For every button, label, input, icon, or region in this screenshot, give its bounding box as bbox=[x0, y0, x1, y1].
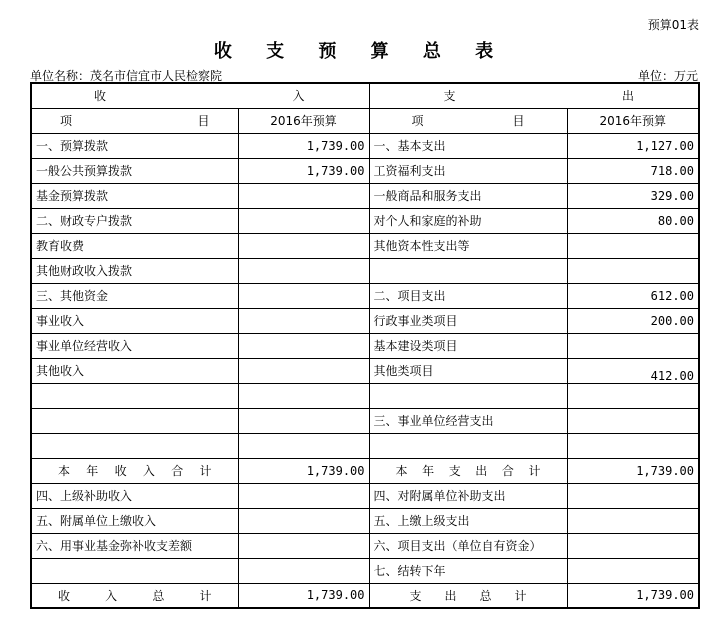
income-amount bbox=[238, 533, 369, 558]
income-amount bbox=[238, 558, 369, 583]
grand-income-total-label-char: 入 bbox=[105, 588, 118, 603]
expense-header-right: 出 bbox=[621, 89, 634, 104]
expense-item-label bbox=[369, 383, 567, 408]
form-number: 预算01表 bbox=[647, 18, 699, 32]
expense-item-label: 行政事业类项目 bbox=[369, 308, 567, 333]
expense-amount bbox=[567, 483, 699, 508]
year-expense-total-label-char: 出 bbox=[475, 464, 488, 478]
table-row bbox=[31, 558, 699, 583]
income-amount bbox=[238, 433, 369, 458]
income-amount: 1,739.00 bbox=[238, 158, 369, 183]
expense-item-label: 基本建设类项目 bbox=[369, 333, 567, 358]
year-expense-total-label-char: 计 bbox=[528, 464, 541, 478]
page-title: 收 支 预 算 总 表 bbox=[213, 41, 508, 62]
expense-amount: 80.00 bbox=[567, 208, 699, 233]
expense-item-header bbox=[369, 108, 567, 133]
income-item-header-right: 目 bbox=[197, 114, 210, 128]
expense-item-label: 七、结转下年 bbox=[369, 558, 567, 583]
year-total-row bbox=[31, 458, 699, 483]
expense-budget-header: 2016年预算 bbox=[567, 108, 699, 133]
expense-item-header-right: 目 bbox=[512, 114, 525, 128]
expense-item-label: 一般商品和服务支出 bbox=[369, 183, 567, 208]
year-expense-total-label-char: 年 bbox=[422, 464, 435, 478]
year-income-total-label-char: 年 bbox=[86, 464, 99, 478]
income-item-label: 三、其他资金 bbox=[31, 283, 238, 308]
income-item-label bbox=[31, 433, 238, 458]
expense-item-label: 六、项目支出（单位自有资金） bbox=[369, 533, 567, 558]
income-amount: 1,739.00 bbox=[238, 133, 369, 158]
income-header-cell bbox=[31, 83, 369, 108]
year-expense-total-label-char: 合 bbox=[501, 464, 514, 478]
expense-item-label bbox=[369, 258, 567, 283]
header-row-income-expense bbox=[31, 83, 699, 108]
expense-item-label: 对个人和家庭的补助 bbox=[369, 208, 567, 233]
income-amount bbox=[238, 483, 369, 508]
expense-item-label: 其他资本性支出等 bbox=[369, 233, 567, 258]
table-row bbox=[31, 483, 699, 508]
income-amount bbox=[238, 333, 369, 358]
income-item-header-left: 项 bbox=[60, 114, 73, 128]
income-amount bbox=[238, 308, 369, 333]
expense-amount bbox=[567, 408, 699, 433]
grand-expense-total-label-char: 出 bbox=[444, 588, 457, 603]
year-expense-total-label-char: 支 bbox=[448, 464, 461, 478]
grand-expense-total-amount: 1,739.00 bbox=[567, 583, 699, 608]
grand-income-total-label-char: 收 bbox=[58, 588, 71, 603]
expense-item-label: 一、基本支出 bbox=[369, 133, 567, 158]
table-row bbox=[31, 533, 699, 558]
income-amount bbox=[238, 383, 369, 408]
year-income-total-amount: 1,739.00 bbox=[238, 458, 369, 483]
income-item-label bbox=[31, 558, 238, 583]
expense-amount bbox=[567, 258, 699, 283]
table-row bbox=[31, 508, 699, 533]
grand-total-row bbox=[31, 583, 699, 608]
table-row bbox=[31, 433, 699, 458]
year-income-total-label-char: 计 bbox=[199, 464, 212, 478]
income-item-label: 六、用事业基金弥补收支差额 bbox=[31, 533, 238, 558]
grand-expense-total-label-char: 总 bbox=[479, 588, 492, 603]
expense-amount: 200.00 bbox=[567, 308, 699, 333]
year-income-total-label-char: 合 bbox=[171, 464, 184, 478]
year-income-total-label bbox=[31, 458, 238, 483]
expense-amount bbox=[567, 533, 699, 558]
income-item-label: 五、附属单位上缴收入 bbox=[31, 508, 238, 533]
expense-item-label: 工资福利支出 bbox=[369, 158, 567, 183]
year-expense-total-amount: 1,739.00 bbox=[567, 458, 699, 483]
year-income-total-label-char: 入 bbox=[142, 464, 155, 478]
table-row bbox=[31, 358, 699, 383]
currency-unit: 单位：万元 bbox=[637, 69, 698, 83]
income-amount bbox=[238, 233, 369, 258]
grand-expense-total-label-char: 计 bbox=[514, 588, 527, 603]
income-item-label: 事业收入 bbox=[31, 308, 238, 333]
unit-name: 单位名称：茂名市信宜市人民检察院 bbox=[30, 69, 223, 83]
expense-item-label: 五、上缴上级支出 bbox=[369, 508, 567, 533]
income-item-label: 事业单位经营收入 bbox=[31, 333, 238, 358]
income-amount bbox=[238, 508, 369, 533]
expense-item-label bbox=[369, 433, 567, 458]
table-row bbox=[31, 308, 699, 333]
expense-amount: 1,127.00 bbox=[567, 133, 699, 158]
income-item-label bbox=[31, 408, 238, 433]
expense-item-header-left: 项 bbox=[411, 114, 424, 128]
expense-header-cell bbox=[369, 83, 699, 108]
income-amount bbox=[238, 283, 369, 308]
expense-amount bbox=[567, 333, 699, 358]
expense-amount: 412.00 bbox=[567, 358, 699, 383]
year-expense-total-label bbox=[369, 458, 567, 483]
grand-expense-total-label bbox=[369, 583, 567, 608]
income-item-label: 基金预算拨款 bbox=[31, 183, 238, 208]
income-header-left: 收 bbox=[94, 89, 107, 104]
expense-amount: 329.00 bbox=[567, 183, 699, 208]
table-row bbox=[31, 333, 699, 358]
income-amount bbox=[238, 208, 369, 233]
income-header-right: 入 bbox=[292, 89, 305, 104]
expense-amount bbox=[567, 233, 699, 258]
expense-amount bbox=[567, 558, 699, 583]
table-row bbox=[31, 183, 699, 208]
expense-header-left: 支 bbox=[443, 89, 456, 104]
table-row bbox=[31, 208, 699, 233]
table-row bbox=[31, 158, 699, 183]
table-row bbox=[31, 258, 699, 283]
grand-expense-total-label-char: 支 bbox=[409, 588, 422, 603]
income-item-label: 四、上级补助收入 bbox=[31, 483, 238, 508]
table-row bbox=[31, 233, 699, 258]
expense-item-label: 其他类项目 bbox=[369, 358, 567, 383]
income-item-label: 一般公共预算拨款 bbox=[31, 158, 238, 183]
income-amount bbox=[238, 358, 369, 383]
income-item-label bbox=[31, 383, 238, 408]
expense-item-label: 二、项目支出 bbox=[369, 283, 567, 308]
income-item-label: 二、财政专户拨款 bbox=[31, 208, 238, 233]
table-row bbox=[31, 408, 699, 433]
table-row bbox=[31, 383, 699, 408]
income-item-header bbox=[31, 108, 238, 133]
year-income-total-label-char: 本 bbox=[58, 464, 71, 478]
header-row-columns bbox=[31, 108, 699, 133]
table-row bbox=[31, 133, 699, 158]
grand-income-total-label-char: 总 bbox=[152, 588, 165, 603]
expense-amount bbox=[567, 433, 699, 458]
income-item-label: 一、预算拨款 bbox=[31, 133, 238, 158]
income-item-label: 其他收入 bbox=[31, 358, 238, 383]
table-row bbox=[31, 283, 699, 308]
unit-info-row bbox=[30, 67, 698, 83]
expense-amount: 612.00 bbox=[567, 283, 699, 308]
income-budget-header: 2016年预算 bbox=[238, 108, 369, 133]
income-amount bbox=[238, 183, 369, 208]
grand-income-total-label bbox=[31, 583, 238, 608]
income-item-label: 教育收费 bbox=[31, 233, 238, 258]
year-expense-total-label-char: 本 bbox=[395, 464, 408, 478]
grand-income-total-label-char: 计 bbox=[199, 588, 212, 603]
expense-amount bbox=[567, 508, 699, 533]
budget-table bbox=[30, 82, 700, 609]
income-amount bbox=[238, 408, 369, 433]
year-income-total-label-char: 收 bbox=[114, 464, 127, 478]
income-item-label: 其他财政收入拨款 bbox=[31, 258, 238, 283]
expense-amount bbox=[567, 383, 699, 408]
expense-item-label: 四、对附属单位补助支出 bbox=[369, 483, 567, 508]
expense-amount: 718.00 bbox=[567, 158, 699, 183]
expense-item-label: 三、事业单位经营支出 bbox=[369, 408, 567, 433]
income-amount bbox=[238, 258, 369, 283]
grand-income-total-amount: 1,739.00 bbox=[238, 583, 369, 608]
